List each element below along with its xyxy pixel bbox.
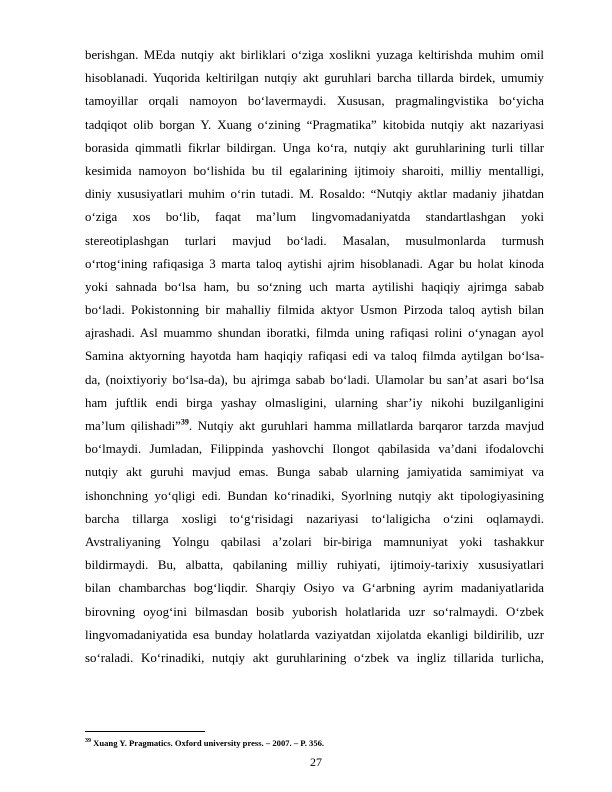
text-line-12: bo‘ladi. Pokistonning bir mahalliy filmida aktyor Usmon Pirzoda taloq aytish bilan (85, 303, 544, 318)
text-line-11: yoki sahnada bo‘lsa ham, bu so‘zning uch marta aytilishi haqiqiy ajrimga sabab (85, 279, 544, 294)
text-line-10: o‘rtog‘ining rafiqasiga 3 marta taloq aytishi ajrim hisoblanadi. Agar bu holat kinoda (85, 256, 544, 271)
text-line-5: borasida qimmatli fikrlar bildirgan. Unga ko‘ra, nutqiy akt guruhlarining turli tillar (85, 140, 544, 155)
footnote-text: Xuang Y. Pragmatics. Oxford university press. – 2007. – P. 356. (91, 738, 325, 748)
text-line-2: hisoblanadi. Yuqorida keltirilgan nutqiy akt guruhlari barcha tillarda birdek, umumiy (85, 71, 544, 86)
text-line-19: nutqiy akt guruhi mavjud emas. Bunga sabab ularning jamiyatida samimiyat va (85, 465, 544, 480)
text-line-15: da, (noixtiyoriy bo‘lsa-da), bu ajrimga sabab bo‘ladi. Ulamolar bu san’at asari bo‘lsa (85, 372, 544, 387)
footnote-number: 39 (85, 738, 91, 745)
text-line-26: lingvomadaniyatida esa bunday holatlarda vaziyatdan xijolatda ekanligi bildirilib, uzr (85, 627, 544, 642)
text-line-3: tamoyillar orqali namoyon bo‘lavermaydi. Xususan, pragmalingvistika bo‘yicha (85, 94, 544, 109)
footnote-divider (85, 731, 205, 732)
text-line-14: Samina aktyorning hayotda ham haqiqiy rafiqasi edi va taloq filmda aytilgan bo‘lsa- (85, 349, 544, 364)
body-text (85, 44, 544, 670)
footnote (85, 738, 324, 749)
text-line-22: Avstraliyaning Yolngu qabilasi a’zolari bir-biriga mamnuniyat yoki tashakkur (85, 534, 544, 549)
text-line-25: birovning oyog‘ini bilmasdan bosib yuborish holatlarida uzr so‘ralmaydi. O‘zbek (85, 604, 544, 619)
text-line-9: stereotiplashgan turlari mavjud bo‘ladi. Masalan, musulmonlarda turmush (85, 233, 544, 248)
text-line-17 (85, 415, 544, 438)
text-line-8: o‘ziga xos bo‘lib, faqat ma’lum lingvomadaniyatda standartlashgan yoki (85, 210, 544, 225)
text-line-7: diniy xususiyatlari muhim o‘rin tutadi. M. Rosaldo: “Nutqiy aktlar madaniy jihatdan (85, 187, 544, 202)
text-line-16: ham juftlik endi birga yashay olmasligini, ularning shar’iy nikohi buzilganligini (85, 395, 544, 410)
text-line-18: bo‘lmaydi. Jumladan, Filippinda yashovchi Ilongot qabilasida va’dani ifodalovchi (85, 442, 544, 457)
text-line-17-start: ma’lum qilishadi” (85, 419, 181, 433)
page-number: 27 (310, 755, 322, 769)
text-line-23: bildirmaydi. Bu, albatta, qabilaning milliy ruhiyati, ijtimoiy-tarixiy xususiyatlari (85, 558, 544, 573)
text-line-21: barcha tillarga xosligi to‘g‘risidagi nazariyasi to‘laligicha o‘zini oqlamaydi. (85, 511, 544, 526)
text-line-4: tadqiqot olib borgan Y. Xuang o‘zining “Pragmatika” kitobida nutqiy akt nazariyasi (85, 117, 544, 132)
text-line-20: ishonchning yo‘qligi edi. Bundan ko‘rinadiki, Syorlning nutqiy akt tipologiyasining (85, 488, 544, 503)
text-line-17-rest: . Nutqiy akt guruhlari hamma millatlarda barqaror tarzda mavjud (188, 419, 544, 433)
text-line-27: so‘raladi. Ko‘rinadiki, nutqiy akt guruhlarining o‘zbek va ingliz tillarida turlicha, (85, 650, 544, 665)
text-line-13: ajrashadi. Asl muammo shundan iboratki, filmda uning rafiqasi rolini o‘ynagan ayol (85, 326, 544, 341)
text-line-24: bilan chambarchas bog‘liqdir. Sharqiy Osiyo va G‘arbning ayrim madaniyatlarida (85, 581, 544, 596)
text-line-1: berishgan. MEda nutqiy akt birliklari o‘ziga xoslikni yuzaga keltirishda muhim omil (85, 48, 544, 62)
footnote-reference[interactable]: 39 (180, 417, 189, 427)
text-line-6: kesimida namoyon bo‘lishida bu til egalarining ijtimoiy sharoiti, milliy mentalligi, (85, 163, 544, 178)
